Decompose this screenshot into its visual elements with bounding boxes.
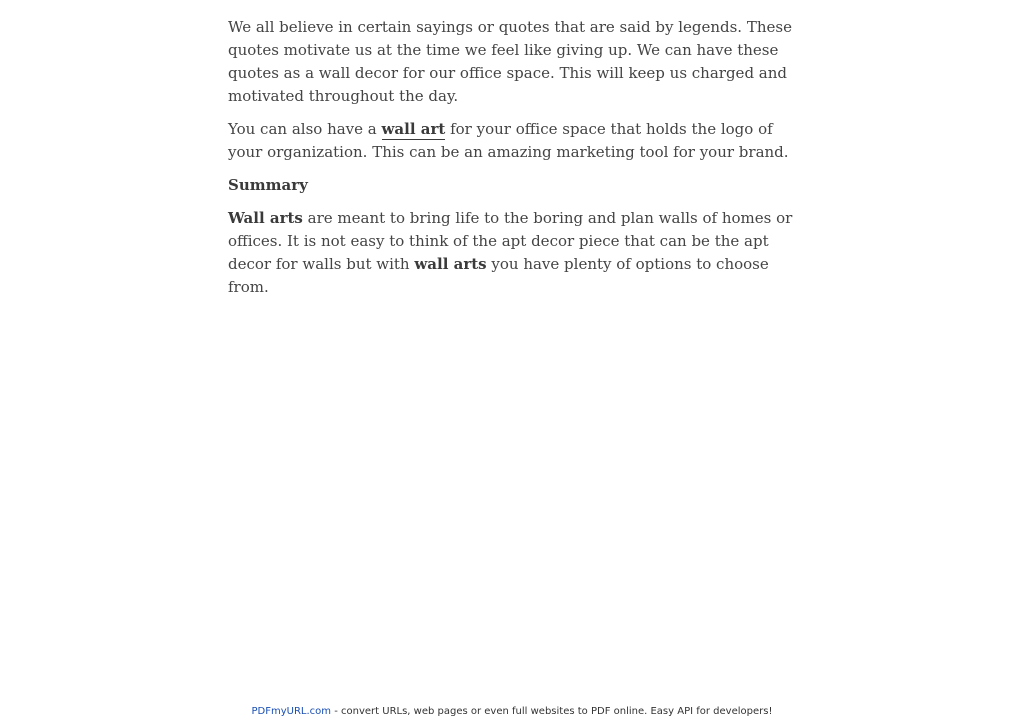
paragraph-wall-art-rest: for your office space that holds the logo of your organization. This can be an amazing marketing tool for your brand. bbox=[228, 120, 789, 161]
wall-arts-bold-2: wall arts bbox=[414, 255, 487, 273]
paragraph-wall-art-intro: You can also have a bbox=[228, 120, 382, 138]
summary-heading-text: Summary bbox=[228, 176, 308, 194]
pdfmyurl-link[interactable]: PDFmyURL.com bbox=[251, 706, 332, 717]
paragraph-summary-middle: are meant to bring life to the boring and plan walls of homes or offices. It is not easy to think of the apt decor piece that can be the apt decor for walls but with bbox=[228, 209, 793, 273]
paragraph-quotes: We all believe in certain sayings or quotes that are said by legends. These quotes motivate us at the time we feel like giving up. We can have these quotes as a wall decor for our office space. This will keep us charged and motivated throughout the day. bbox=[228, 18, 792, 105]
article-body bbox=[228, 16, 798, 309]
paragraph-summary-end: you have plenty of options to choose from. bbox=[228, 255, 769, 296]
summary-heading bbox=[228, 174, 798, 197]
footer-text: - convert URLs, web pages or even full websites to PDF online. Easy API for developers! bbox=[331, 706, 773, 717]
wall-arts-bold-1: Wall arts bbox=[228, 209, 303, 227]
wall-art-link[interactable]: wall art bbox=[381, 120, 446, 138]
paragraph-wall-art bbox=[228, 118, 798, 164]
paragraph-summary bbox=[228, 207, 798, 299]
pdf-footer bbox=[0, 705, 1024, 719]
